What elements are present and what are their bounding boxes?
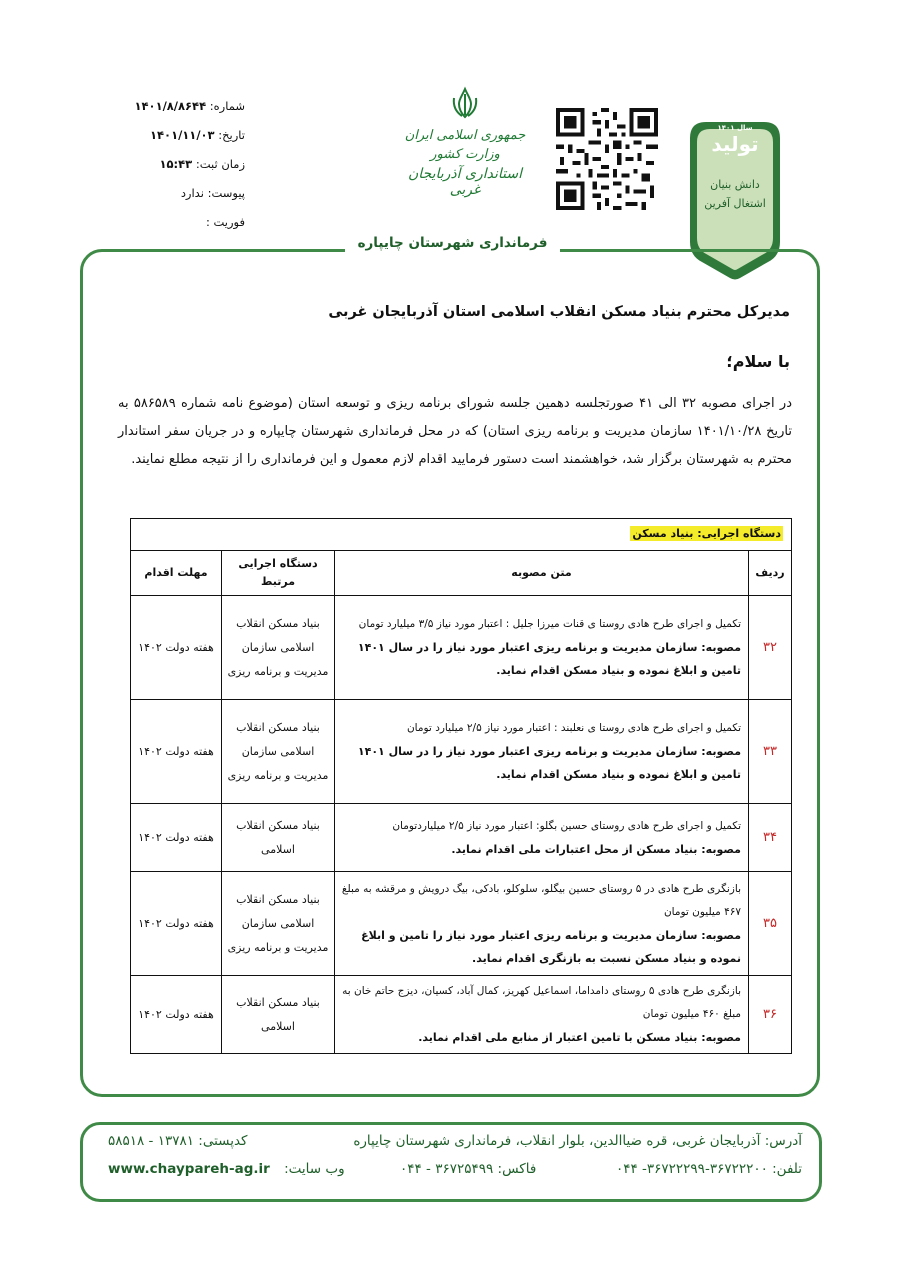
footer-fax: فاکس: ۳۶۷۲۵۴۹۹ - ۰۴۴ (400, 1161, 537, 1177)
related-agency: بنیاد مسکن انقلاب اسلامی سازمان مدیریت و برنامه ریزی (222, 596, 335, 700)
header-deadline: مهلت اقدام (131, 551, 222, 596)
footer-address: آدرس: آذربایجان غربی، قره ضیاالدین، بلوار انقلاب، فرمانداری شهرستان چایپاره (353, 1133, 802, 1149)
related-agency: بنیاد مسکن انقلاب اسلامی سازمان مدیریت و برنامه ریزی (222, 872, 335, 976)
decree-table (130, 518, 792, 1054)
decree-text: بازنگری طرح هادی در ۵ روستای حسین بیگلو، سلوکلو، بادکی، بیگ درویش و مرقشه به مبلغ ۴۶۷ میلیون تومان مصوبه: سازمان مدیریت و برنامه ریزی اعتبار مورد نیاز را تامین و ابلاغ نموده و بنیاد مسکن نسبت به بازنگری اقدام نماید. (335, 872, 749, 976)
decree-text: تکمیل و اجرای طرح هادی روستا ی نعلبند : اعتبار مورد نیاز ۲/۵ میلیارد تومان مصوبه: سازمان مدیریت و برنامه ریزی اعتبار مورد نیاز را در سال ۱۴۰۱ تامین و ابلاغ نموده و بنیاد مسکن اقدام نماید. (335, 700, 749, 804)
header-row-number: ردیف (749, 551, 792, 596)
related-agency: بنیاد مسکن انقلاب اسلامی (222, 804, 335, 872)
header-related-agency: دستگاه اجرایی مرتبط (222, 551, 335, 596)
decree-approval: مصوبه: سازمان مدیریت و برنامه ریزی اعتبار مورد نیاز را تامین و ابلاغ نموده و بنیاد مسکن نسبت به بازنگری اقدام نماید. (361, 928, 741, 965)
row-number: ۳۶ (749, 976, 792, 1054)
agency-highlight: دستگاه اجرایی: بنیاد مسکن (632, 527, 781, 540)
decree-text: بازنگری طرح هادی ۵ روستای دامداما، اسماعیل کهریز، کمال آباد، کسیان، دیزج حاتم خان به مبلغ ۴۶۰ میلیون تومان مصوبه: بنیاد مسکن با تامین اعتبار از منابع ملی اقدام نماید. (335, 976, 749, 1054)
decree-approval: مصوبه: سازمان مدیریت و برنامه ریزی اعتبار مورد نیاز را در سال ۱۴۰۱ تامین و ابلاغ نموده و بنیاد مسکن اقدام نماید. (357, 745, 741, 781)
decree-approval: مصوبه: بنیاد مسکن از محل اعتبارات ملی اقدام نماید. (451, 842, 741, 856)
related-agency: بنیاد مسکن انقلاب اسلامی (222, 976, 335, 1054)
letter-date: تاریخ: ۱۴۰۱/۱۱/۰۳ (150, 128, 245, 142)
table-row (131, 700, 792, 804)
footer-phones: تلفن: ۳۶۷۲۲۲۰۰-۳۶۷۲۲۲۹۹- ۰۴۴ (615, 1161, 802, 1177)
decree-text: تکمیل و اجرای طرح هادی روستای حسین بگلو: اعتبار مورد نیاز ۲/۵ میلیاردتومان مصوبه: بنیاد مسکن از محل اعتبارات ملی اقدام نماید. (335, 804, 749, 872)
deadline: هفته دولت ۱۴۰۲ (131, 872, 222, 976)
badge-text (696, 124, 774, 210)
decree-approval: مصوبه: بنیاد مسکن با تامین اعتبار از منابع ملی اقدام نماید. (418, 1031, 741, 1044)
decree-approval: مصوبه: سازمان مدیریت و برنامه ریزی اعتبار مورد نیاز را در سال ۱۴۰۱ تامین و ابلاغ نموده و بنیاد مسکن اقدام نماید. (357, 641, 741, 677)
website-link[interactable]: www.chaypareh-ag.ir (108, 1161, 270, 1177)
badge-sub2: اشتغال آفرین (704, 197, 766, 210)
deadline: هفته دولت ۱۴۰۲ (131, 700, 222, 804)
decree-text: تکمیل و اجرای طرح هادی روستا ی قنات میرزا جلیل : اعتبار مورد نیاز ۳/۵ میلیارد تومان مصوبه: سازمان مدیریت و برنامه ریزی اعتبار مورد نیاز را در سال ۱۴۰۱ تامین و ابلاغ نموده و بنیاد مسکن اقدام نماید. (335, 596, 749, 700)
deadline: هفته دولت ۱۴۰۲ (131, 976, 222, 1054)
logo-line-governorate: استانداری آذربایجان غربی (408, 166, 522, 198)
header-decree-text: متن مصوبه (335, 551, 749, 596)
iran-emblem-icon (395, 86, 535, 126)
letter-number: شماره: ۱۴۰۱/۸/۸۶۴۴ (134, 99, 245, 113)
table-row (131, 596, 792, 700)
letter-attachment: پیوست: ندارد (180, 186, 245, 200)
table-row (131, 976, 792, 1054)
badge-sub1: دانش بنیان (710, 178, 760, 191)
logo-line-ministry: وزارت کشور (430, 147, 500, 162)
footer-postal-code: کدپستی: ۱۳۷۸۱ - ۵۸۵۱۸ (108, 1133, 248, 1149)
badge-year: سال ۱۴۰۱ (717, 124, 753, 132)
letter-urgency: فوریت : (205, 215, 245, 229)
related-agency: بنیاد مسکن انقلاب اسلامی سازمان مدیریت و برنامه ریزی (222, 700, 335, 804)
greeting: با سلام؛ (726, 352, 790, 371)
row-number: ۳۵ (749, 872, 792, 976)
deadline: هفته دولت ۱۴۰۲ (131, 596, 222, 700)
letter-meta (120, 92, 245, 237)
badge-title: تولید (711, 132, 759, 156)
website-label: وب سایت: (284, 1161, 345, 1177)
qr-code (556, 108, 658, 210)
letter-time: زمان ثبت: ۱۵:۴۳ (159, 157, 245, 171)
addressee: مدیرکل محترم بنیاد مسکن انقلاب اسلامی استان آذربایجان غربی (328, 304, 790, 320)
logo-line-republic: جمهوری اسلامی ایران (404, 128, 526, 143)
table-row (131, 872, 792, 976)
row-number: ۳۳ (749, 700, 792, 804)
row-number: ۳۲ (749, 596, 792, 700)
footer-website (108, 1161, 345, 1177)
agency-row (131, 519, 792, 551)
row-number: ۳۴ (749, 804, 792, 872)
letter-body: در اجرای مصوبه ۳۲ الی ۴۱ صورتجلسه دهمین جلسه شورای برنامه ریزی و توسعه استان (موضوع نامه شماره ۵۸۶۵۸۹ به تاریخ ۱۴۰۱/۱۰/۲۸ سازمان مدیریت و برنامه ریزی استان) که در محل فرمانداری شهرستان چایپاره و در جریان سفر استاندار محترم به شهرستان برگزار شد، خواهشمند است دستور فرمایید اقدام لازم معمول و این فرمانداری را از نتیجه مطلع نمایند. (118, 396, 792, 467)
table-row (131, 804, 792, 872)
deadline: هفته دولت ۱۴۰۲ (131, 804, 222, 872)
ministry-logo (395, 86, 535, 198)
governorate-label: فرمانداری شهرستان چایپاره (345, 232, 560, 254)
table-header (131, 551, 792, 596)
